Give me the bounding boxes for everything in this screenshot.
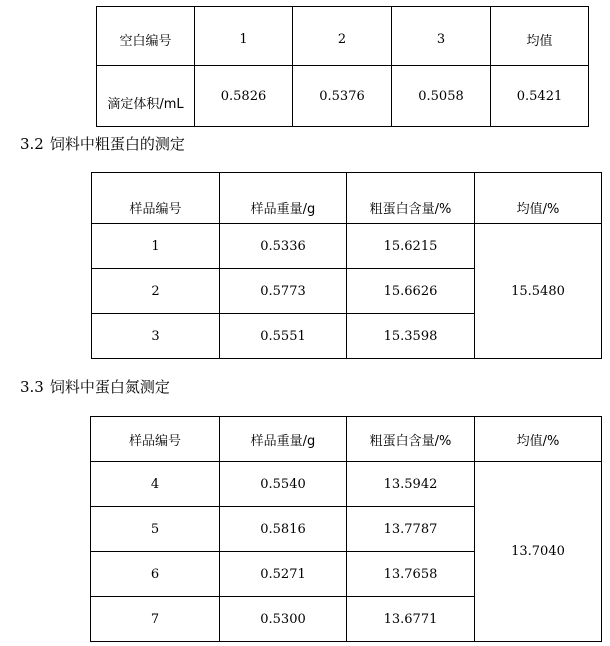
header-mean-percent: 均值/% xyxy=(475,173,602,224)
table-cell: 0.5058 xyxy=(392,66,491,127)
table-cell: 0.5376 xyxy=(293,66,392,127)
table-cell: 0.5421 xyxy=(491,66,589,127)
table-cell: 4 xyxy=(91,462,220,507)
table-cell: 13.7658 xyxy=(347,552,475,597)
header-sample-weight: 样品重量/g xyxy=(220,173,347,224)
table-cell: 15.6626 xyxy=(347,269,475,314)
section-title: 饲料中蛋白氮测定 xyxy=(49,378,170,396)
header-sample-weight: 样品重量/g xyxy=(220,417,347,462)
table-row xyxy=(91,462,602,507)
table-cell: 0.5551 xyxy=(220,314,347,359)
table-cell: 0.5271 xyxy=(220,552,347,597)
table-cell: 0.5826 xyxy=(195,66,293,127)
table-cell: 2 xyxy=(92,269,220,314)
header-sample-number: 样品编号 xyxy=(91,417,220,462)
table-header-row xyxy=(97,7,589,66)
section-title: 饲料中粗蛋白的测定 xyxy=(49,135,185,153)
section-number: 3.2 xyxy=(20,135,44,153)
row-label-titration-volume: 滴定体积/mL xyxy=(97,66,195,127)
header-protein-content: 粗蛋白含量/% xyxy=(347,417,475,462)
protein-nitrogen-table xyxy=(90,416,602,642)
table-cell: 0.5300 xyxy=(220,597,347,642)
header-blank-2: 2 xyxy=(293,7,392,66)
header-sample-number: 样品编号 xyxy=(92,173,220,224)
section-number: 3.3 xyxy=(20,378,44,396)
header-blank-number: 空白编号 xyxy=(97,7,195,66)
table-cell: 3 xyxy=(92,314,220,359)
table-cell: 13.6771 xyxy=(347,597,475,642)
table-cell: 15.6215 xyxy=(347,224,475,269)
table-cell: 1 xyxy=(92,224,220,269)
table-cell: 7 xyxy=(91,597,220,642)
table-cell: 5 xyxy=(91,507,220,552)
header-mean-percent: 均值/% xyxy=(475,417,602,462)
table-cell: 0.5540 xyxy=(220,462,347,507)
crude-protein-table xyxy=(91,172,602,359)
table-cell: 13.5942 xyxy=(347,462,475,507)
header-blank-1: 1 xyxy=(195,7,293,66)
section-heading-3-3 xyxy=(20,376,170,397)
header-protein-content: 粗蛋白含量/% xyxy=(347,173,475,224)
table-cell: 0.5816 xyxy=(220,507,347,552)
table-header-row xyxy=(91,417,602,462)
header-mean: 均值 xyxy=(491,7,589,66)
mean-cell: 13.7040 xyxy=(475,462,602,642)
blank-titration-table xyxy=(96,6,589,127)
table-cell: 6 xyxy=(91,552,220,597)
table-row xyxy=(92,224,602,269)
table-cell: 13.7787 xyxy=(347,507,475,552)
table-header-row xyxy=(92,173,602,224)
header-blank-3: 3 xyxy=(392,7,491,66)
table-cell: 15.3598 xyxy=(347,314,475,359)
table-cell: 0.5336 xyxy=(220,224,347,269)
table-row xyxy=(97,66,589,127)
mean-cell: 15.5480 xyxy=(475,224,602,359)
section-heading-3-2 xyxy=(20,133,185,154)
table-cell: 0.5773 xyxy=(220,269,347,314)
